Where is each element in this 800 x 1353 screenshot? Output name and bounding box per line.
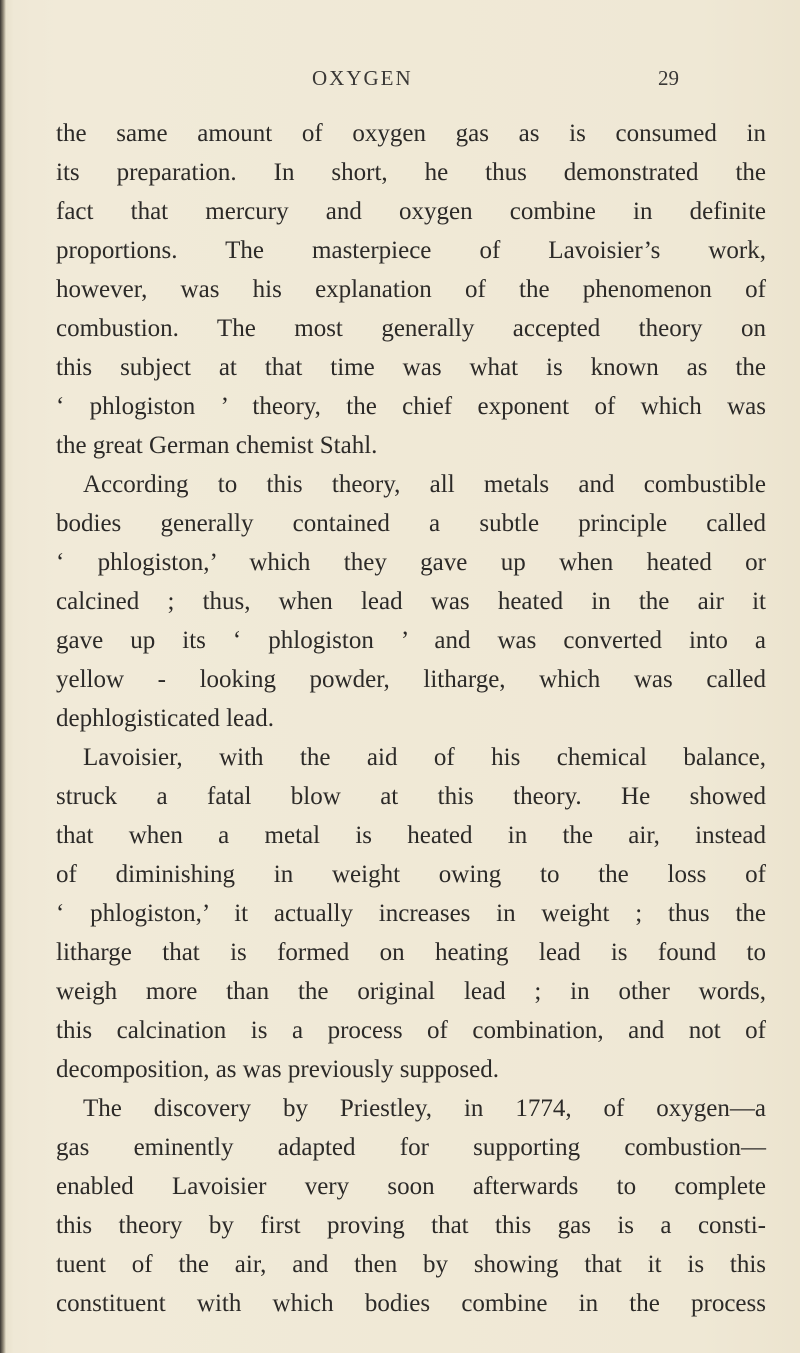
text-line: gave up its ‘ phlogiston ’ and was converted into a [56,627,766,654]
body-text [56,114,766,1323]
text-line: its preparation. In short, he thus demonstrated the [56,159,766,186]
page-binding-edge [0,0,6,1353]
text-line: combustion. The most generally accepted theory on [56,315,766,342]
text-line: fact that mercury and oxygen combine in definite [56,198,766,225]
text-line: of diminishing in weight owing to the loss of [56,861,766,888]
text-line: struck a fatal blow at this theory. He showed [56,783,766,810]
text-line: ‘ phlogiston ’ theory, the chief exponent of which was [56,393,766,420]
text-line: the same amount of oxygen gas as is consumed in [56,120,766,147]
page-number: 29 [658,66,679,90]
paragraph-start-line: According to this theory, all metals and combustible [83,471,766,498]
text-line: this subject at that time was what is known as the [56,354,766,381]
text-line: ‘ phlogiston,’ it actually increases in weight ; thus the [56,900,766,927]
text-line: litharge that is formed on heating lead is found to [56,939,766,966]
text-line: however, was his explanation of the phenomenon of [56,276,766,303]
text-line: weigh more than the original lead ; in other words, [56,978,766,1005]
paragraph-start-line: The discovery by Priestley, in 1774, of oxygen—a [83,1095,766,1122]
text-line: this calcination is a process of combination, and not of [56,1017,766,1044]
text-line: gas eminently adapted for supporting combustion— [56,1134,766,1161]
text-line: the great German chemist Stahl. [56,432,378,459]
text-line: tuent of the air, and then by showing that it is this [56,1251,766,1278]
page-header [0,64,800,100]
text-line: decomposition, as was previously supposed. [56,1056,500,1083]
text-line: dephlogisticated lead. [56,705,274,732]
text-line: that when a metal is heated in the air, instead [56,822,766,849]
text-line: this theory by first proving that this gas is a consti- [56,1212,766,1239]
text-line: calcined ; thus, when lead was heated in the air it [56,588,766,615]
text-line: ‘ phlogiston,’ which they gave up when heated or [56,549,766,576]
text-line: enabled Lavoisier very soon afterwards to complete [56,1173,766,1200]
text-line: yellow - looking powder, litharge, which was called [56,666,766,693]
text-line: bodies generally contained a subtle principle called [56,510,766,537]
text-line: proportions. The masterpiece of Lavoisier’s work, [56,237,766,264]
running-head: OXYGEN [312,66,413,90]
paragraph-start-line: Lavoisier, with the aid of his chemical balance, [83,744,766,771]
text-line: constituent with which bodies combine in the process [56,1290,766,1317]
